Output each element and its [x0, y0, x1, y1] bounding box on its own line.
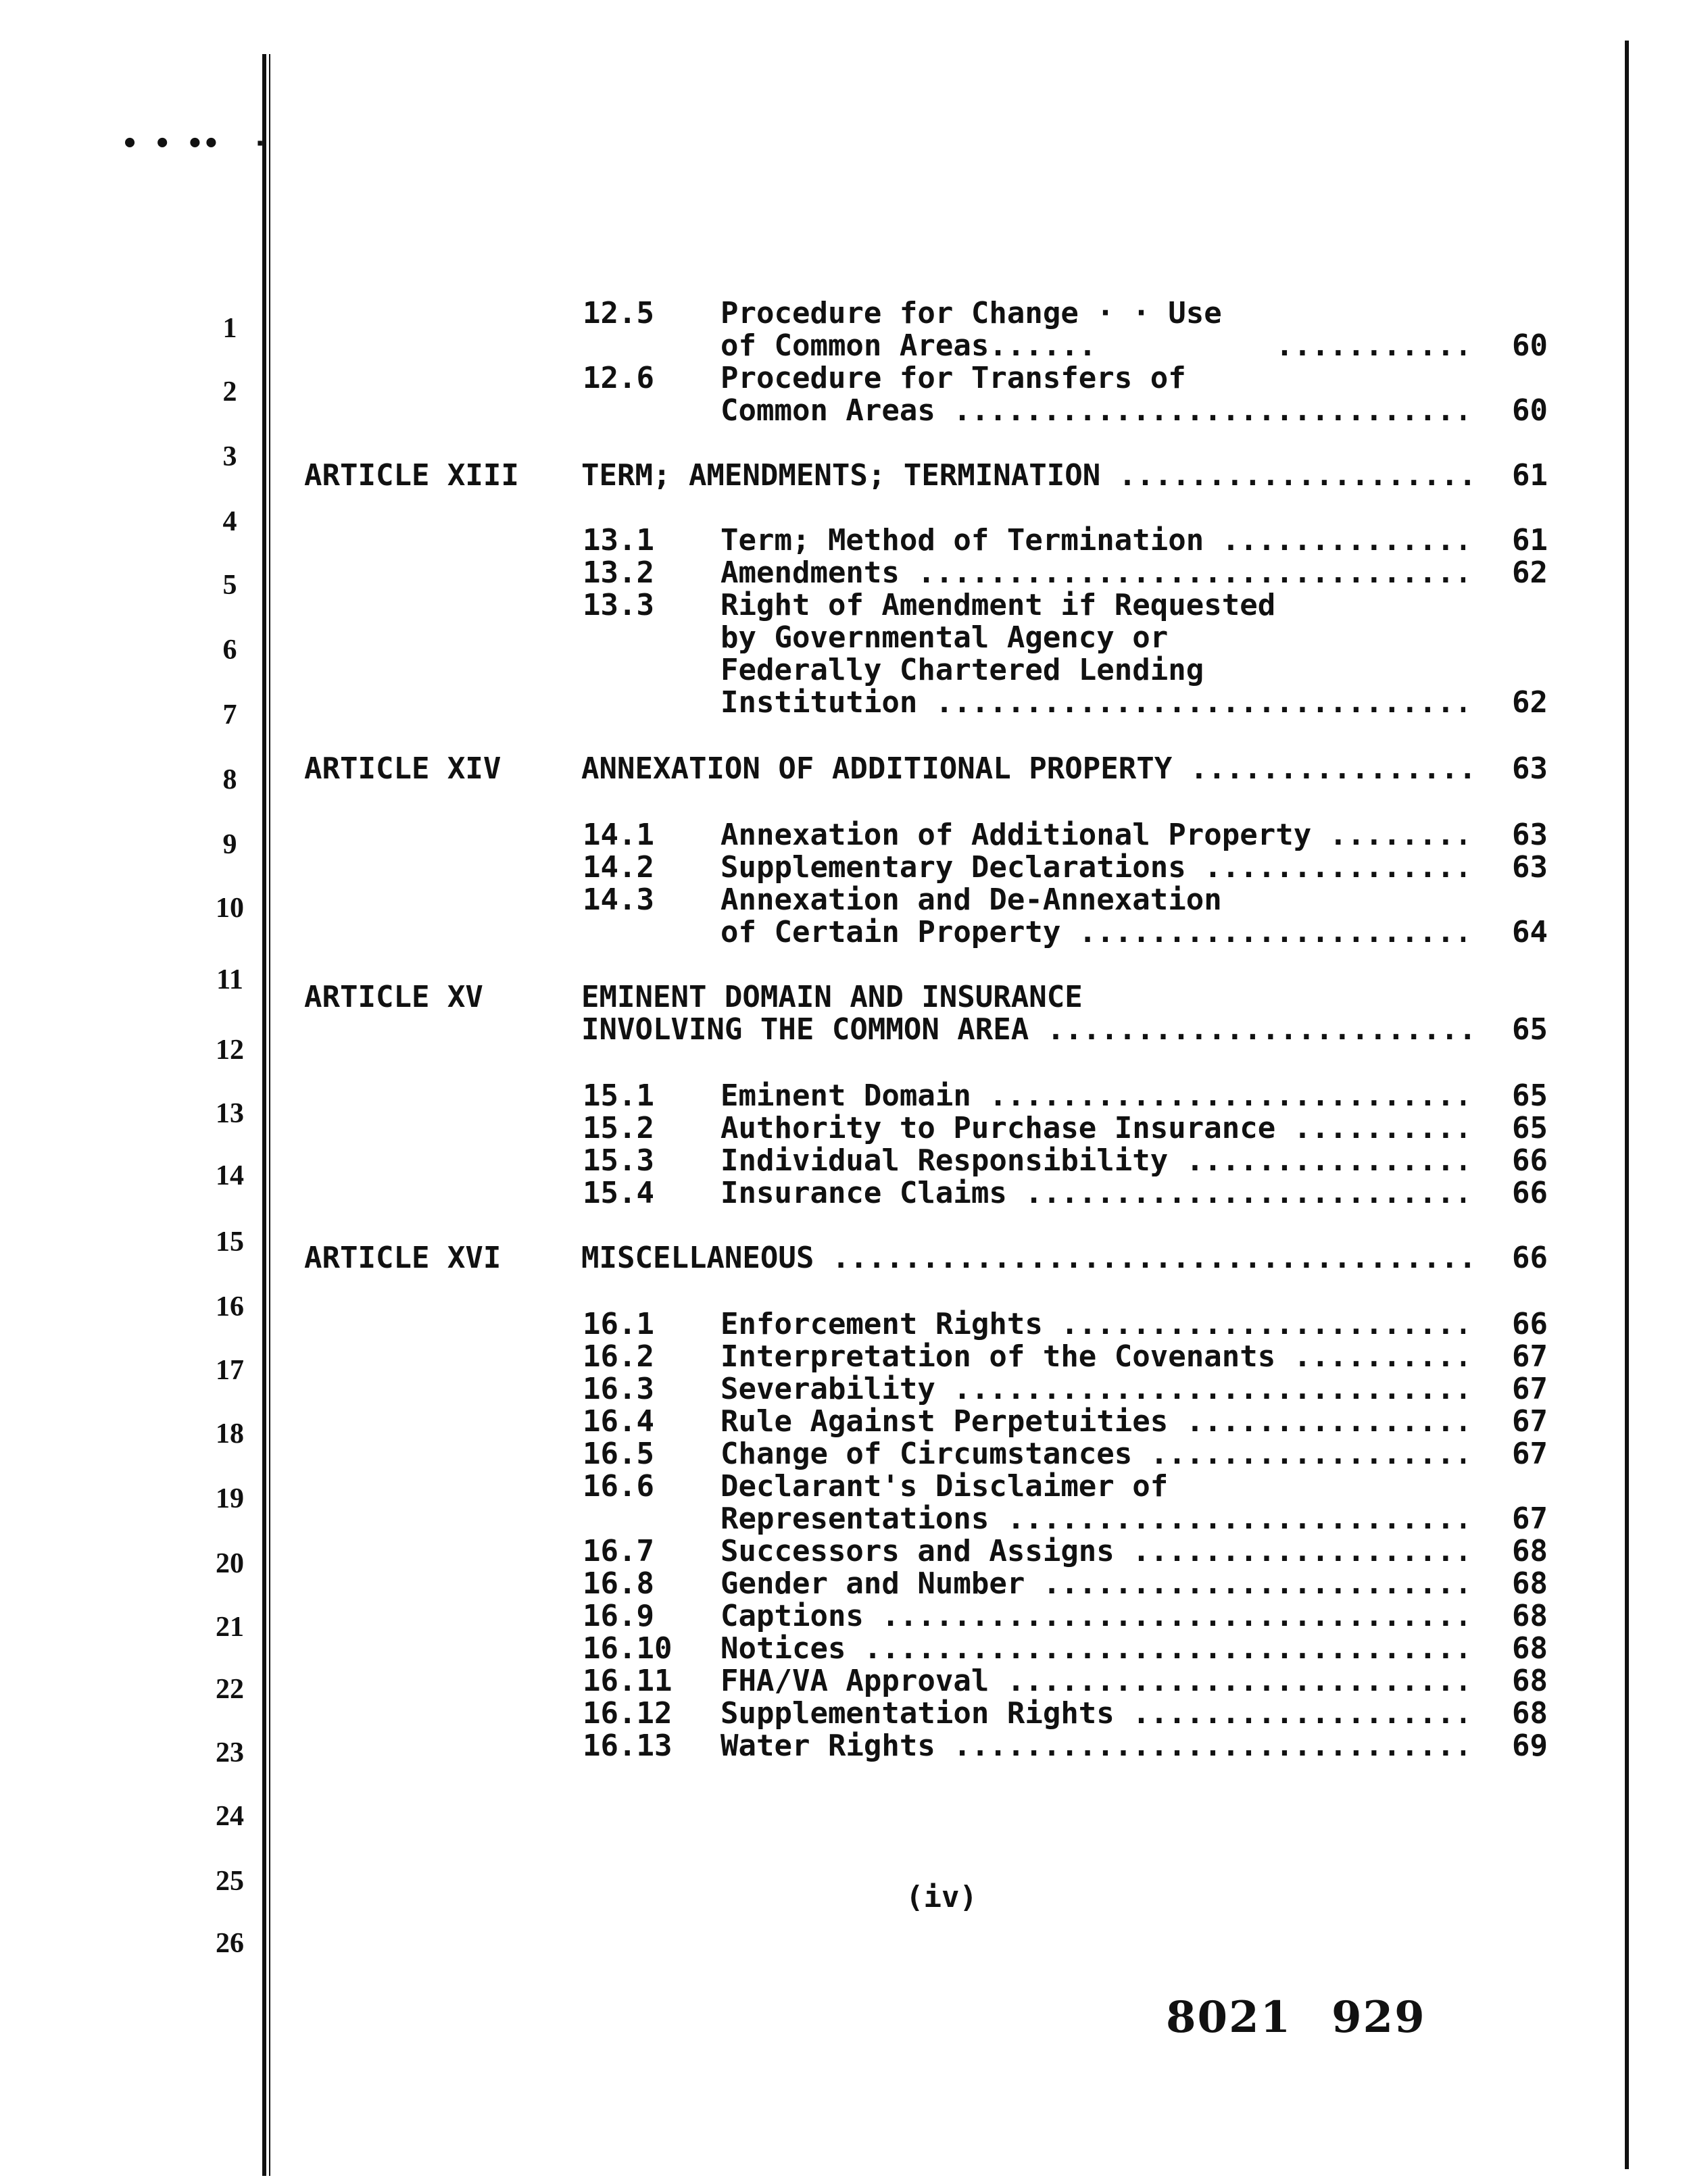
- toc-entry-row: [0, 1112, 1687, 1145]
- section-number: 16.10: [583, 1631, 673, 1666]
- toc-entry-row: [0, 851, 1687, 884]
- line-number: 11: [216, 964, 243, 995]
- toc-entry-row: [0, 1145, 1687, 1177]
- toc-entry-row: [0, 362, 1687, 395]
- article-label: ARTICLE XIV: [304, 751, 502, 786]
- section-title: Water Rights .....: [720, 1730, 1465, 1762]
- recording-stamp-book: 8021: [1166, 1992, 1292, 2043]
- toc-entry-row: [0, 1406, 1687, 1438]
- page-reference: 68: [1512, 1599, 1548, 1633]
- section-title: Captions .....: [720, 1600, 1465, 1633]
- toc-article-row: [0, 1242, 1687, 1274]
- toc-entry-row: [0, 297, 1687, 330]
- section-title: Annexation and De-Annexation: [720, 884, 1222, 916]
- page-reference: 66: [1512, 1241, 1548, 1275]
- toc-entry-row: [0, 1535, 1687, 1568]
- toc-entry-row: [0, 622, 1687, 654]
- scan-speckle: • • •• ·: [122, 128, 268, 159]
- section-title: Notices .....: [720, 1633, 1465, 1665]
- toc-entry-row: [0, 1177, 1687, 1210]
- toc-entry-row: [0, 1438, 1687, 1470]
- page-number-footer: (iv): [906, 1880, 977, 1914]
- section-title: Eminent Domain .....: [720, 1080, 1465, 1112]
- page-reference: 66: [1512, 1176, 1548, 1210]
- page-reference: 68: [1512, 1534, 1548, 1568]
- section-number: 15.3: [583, 1143, 654, 1178]
- section-number: 15.1: [583, 1078, 654, 1113]
- page-reference: 60: [1512, 328, 1548, 363]
- line-number: 13: [216, 1098, 244, 1129]
- toc-entry-row: [0, 557, 1687, 589]
- line-number: 18: [216, 1418, 244, 1449]
- section-title: Gender and Number .....: [720, 1568, 1465, 1600]
- section-title: FHA/VA Approval .....: [720, 1665, 1465, 1697]
- section-title: INVOLVING THE COMMON AREA .....: [581, 1014, 1477, 1046]
- toc-entry-row: [0, 654, 1687, 687]
- recording-stamp-page: 929: [1331, 1992, 1426, 2043]
- toc-entry-row: [0, 916, 1687, 949]
- line-number: 6: [222, 635, 237, 666]
- toc-entry-row: [0, 330, 1687, 362]
- section-title: Right of Amendment if Requested: [720, 589, 1276, 622]
- toc-entry-row: [0, 884, 1687, 916]
- toc-article-row: [0, 460, 1687, 492]
- section-number: 14.1: [583, 818, 654, 852]
- toc-entry-row: [0, 1341, 1687, 1373]
- section-number: 14.3: [583, 883, 654, 917]
- page-reference: 61: [1512, 458, 1548, 493]
- line-number: 24: [216, 1801, 244, 1832]
- section-title: Amendments .....: [720, 557, 1465, 589]
- toc-entry-row: [0, 1014, 1687, 1046]
- section-number: 16.6: [583, 1469, 654, 1504]
- line-number: 9: [222, 829, 237, 860]
- page-reference: 67: [1512, 1372, 1548, 1406]
- section-number: 16.9: [583, 1599, 654, 1633]
- toc-entry-row: [0, 1080, 1687, 1112]
- section-title: Change of Circumstances .....: [720, 1438, 1465, 1470]
- section-title: Term; Method of Termination .....: [720, 524, 1465, 557]
- section-number: 13.2: [583, 555, 654, 590]
- page-reference: 61: [1512, 523, 1548, 557]
- line-number: 25: [216, 1866, 244, 1897]
- page-reference: 65: [1512, 1078, 1548, 1113]
- section-title: by Governmental Agency or: [720, 622, 1169, 654]
- section-title: Rule Against Perpetuities .....: [720, 1406, 1465, 1438]
- page-reference: 62: [1512, 685, 1548, 720]
- section-title: Representations .....: [720, 1503, 1465, 1535]
- toc-entry-row: [0, 687, 1687, 719]
- toc-entry-row: [0, 1308, 1687, 1341]
- toc-entry-row: [0, 1600, 1687, 1633]
- toc-entry-row: [0, 1633, 1687, 1665]
- page-reference: 60: [1512, 393, 1548, 428]
- toc-entry-row: [0, 819, 1687, 851]
- toc-entry-row: [0, 1373, 1687, 1406]
- section-number: 16.11: [583, 1664, 673, 1698]
- page-reference: 63: [1512, 818, 1548, 852]
- toc-entry-row: [0, 1470, 1687, 1503]
- article-label: ARTICLE XIII: [304, 458, 519, 493]
- section-title: Supplementary Declarations .....: [720, 851, 1465, 884]
- toc-entry-row: [0, 1697, 1687, 1730]
- page-reference: 67: [1512, 1404, 1548, 1439]
- section-number: 15.4: [583, 1176, 654, 1210]
- section-title: of Certain Property .....: [720, 916, 1465, 949]
- toc-entry-row: [0, 1730, 1687, 1762]
- line-number: 22: [216, 1674, 244, 1705]
- page-reference: 67: [1512, 1339, 1548, 1374]
- line-number: 2: [222, 376, 237, 407]
- section-title: Successors and Assigns .....: [720, 1535, 1465, 1568]
- section-title: Federally Chartered Lending: [720, 654, 1204, 687]
- toc-entry-row: [0, 1665, 1687, 1697]
- section-number: 12.5: [583, 296, 654, 330]
- section-title: Supplementation Rights .....: [720, 1697, 1465, 1730]
- section-title: TERM; AMENDMENTS; TERMINATION .....: [581, 460, 1477, 492]
- section-number: 12.6: [583, 361, 654, 395]
- section-number: 16.8: [583, 1566, 654, 1601]
- toc-entry-row: [0, 1568, 1687, 1600]
- section-title: Institution .....: [720, 687, 1465, 719]
- page-reference: 66: [1512, 1307, 1548, 1341]
- section-number: 16.3: [583, 1372, 654, 1406]
- line-number: 3: [222, 441, 237, 472]
- line-number: 23: [216, 1737, 244, 1768]
- section-title: Insurance Claims .....: [720, 1177, 1465, 1210]
- toc-entry-row: [0, 589, 1687, 622]
- line-number: 5: [222, 570, 237, 601]
- section-title: Procedure for Transfers of: [720, 362, 1186, 395]
- page-reference: 62: [1512, 555, 1548, 590]
- section-number: 16.12: [583, 1696, 673, 1731]
- line-number: 17: [216, 1355, 244, 1386]
- section-title: Enforcement Rights .....: [720, 1308, 1465, 1341]
- page-reference: 67: [1512, 1502, 1548, 1536]
- line-number: 8: [222, 764, 237, 795]
- section-number: 13.3: [583, 588, 654, 622]
- section-title: Individual Responsibility .....: [720, 1145, 1465, 1177]
- section-number: 14.2: [583, 850, 654, 885]
- page-reference: 68: [1512, 1631, 1548, 1666]
- section-number: 16.1: [583, 1307, 654, 1341]
- line-number: 4: [222, 506, 237, 537]
- line-number: 20: [216, 1548, 244, 1579]
- toc-article-row: [0, 981, 1687, 1014]
- section-title: Annexation of Additional Property .....: [720, 819, 1465, 851]
- section-number: 13.1: [583, 523, 654, 557]
- section-number: 16.7: [583, 1534, 654, 1568]
- line-number: 19: [216, 1483, 244, 1514]
- line-number: 15: [216, 1226, 244, 1258]
- line-number: 26: [216, 1928, 244, 1959]
- page-reference: 64: [1512, 915, 1548, 949]
- line-number: 14: [216, 1160, 244, 1191]
- line-number: 12: [216, 1035, 244, 1066]
- section-title: Authority to Purchase Insurance .....: [720, 1112, 1465, 1145]
- page-reference: 68: [1512, 1664, 1548, 1698]
- section-number: 16.5: [583, 1437, 654, 1471]
- page-reference: 68: [1512, 1696, 1548, 1731]
- section-title: Common Areas .....: [720, 395, 1465, 427]
- line-number: 21: [216, 1612, 244, 1643]
- section-title: EMINENT DOMAIN AND INSURANCE: [581, 981, 1083, 1014]
- line-number: 16: [216, 1291, 244, 1322]
- section-title: ANNEXATION OF ADDITIONAL PROPERTY .....: [581, 753, 1477, 785]
- toc-entry-row: [0, 524, 1687, 557]
- line-number: 1: [222, 313, 237, 344]
- line-number: 7: [222, 699, 237, 730]
- page-reference: 63: [1512, 850, 1548, 885]
- section-title: Procedure for Change · · Use: [720, 297, 1222, 330]
- page-reference: 65: [1512, 1012, 1548, 1047]
- section-title: MISCELLANEOUS .....: [581, 1242, 1477, 1274]
- toc-entry-row: [0, 1503, 1687, 1535]
- section-title: Severability .....: [720, 1373, 1465, 1406]
- article-label: ARTICLE XVI: [304, 1241, 502, 1275]
- page-reference: 66: [1512, 1143, 1548, 1178]
- page-reference: 68: [1512, 1566, 1548, 1601]
- toc-article-row: [0, 753, 1687, 785]
- page-reference: 63: [1512, 751, 1548, 786]
- section-title: of Common Areas...... .....: [720, 330, 1465, 362]
- page-reference: 67: [1512, 1437, 1548, 1471]
- section-title: Declarant's Disclaimer of: [720, 1470, 1169, 1503]
- section-number: 16.4: [583, 1404, 654, 1439]
- section-number: 15.2: [583, 1111, 654, 1145]
- toc-entry-row: [0, 395, 1687, 427]
- page-reference: 69: [1512, 1729, 1548, 1763]
- article-label: ARTICLE XV: [304, 980, 483, 1014]
- line-number: 10: [216, 893, 244, 924]
- section-number: 16.2: [583, 1339, 654, 1374]
- section-number: 16.13: [583, 1729, 673, 1763]
- page-reference: 65: [1512, 1111, 1548, 1145]
- section-title: Interpretation of the Covenants .....: [720, 1341, 1465, 1373]
